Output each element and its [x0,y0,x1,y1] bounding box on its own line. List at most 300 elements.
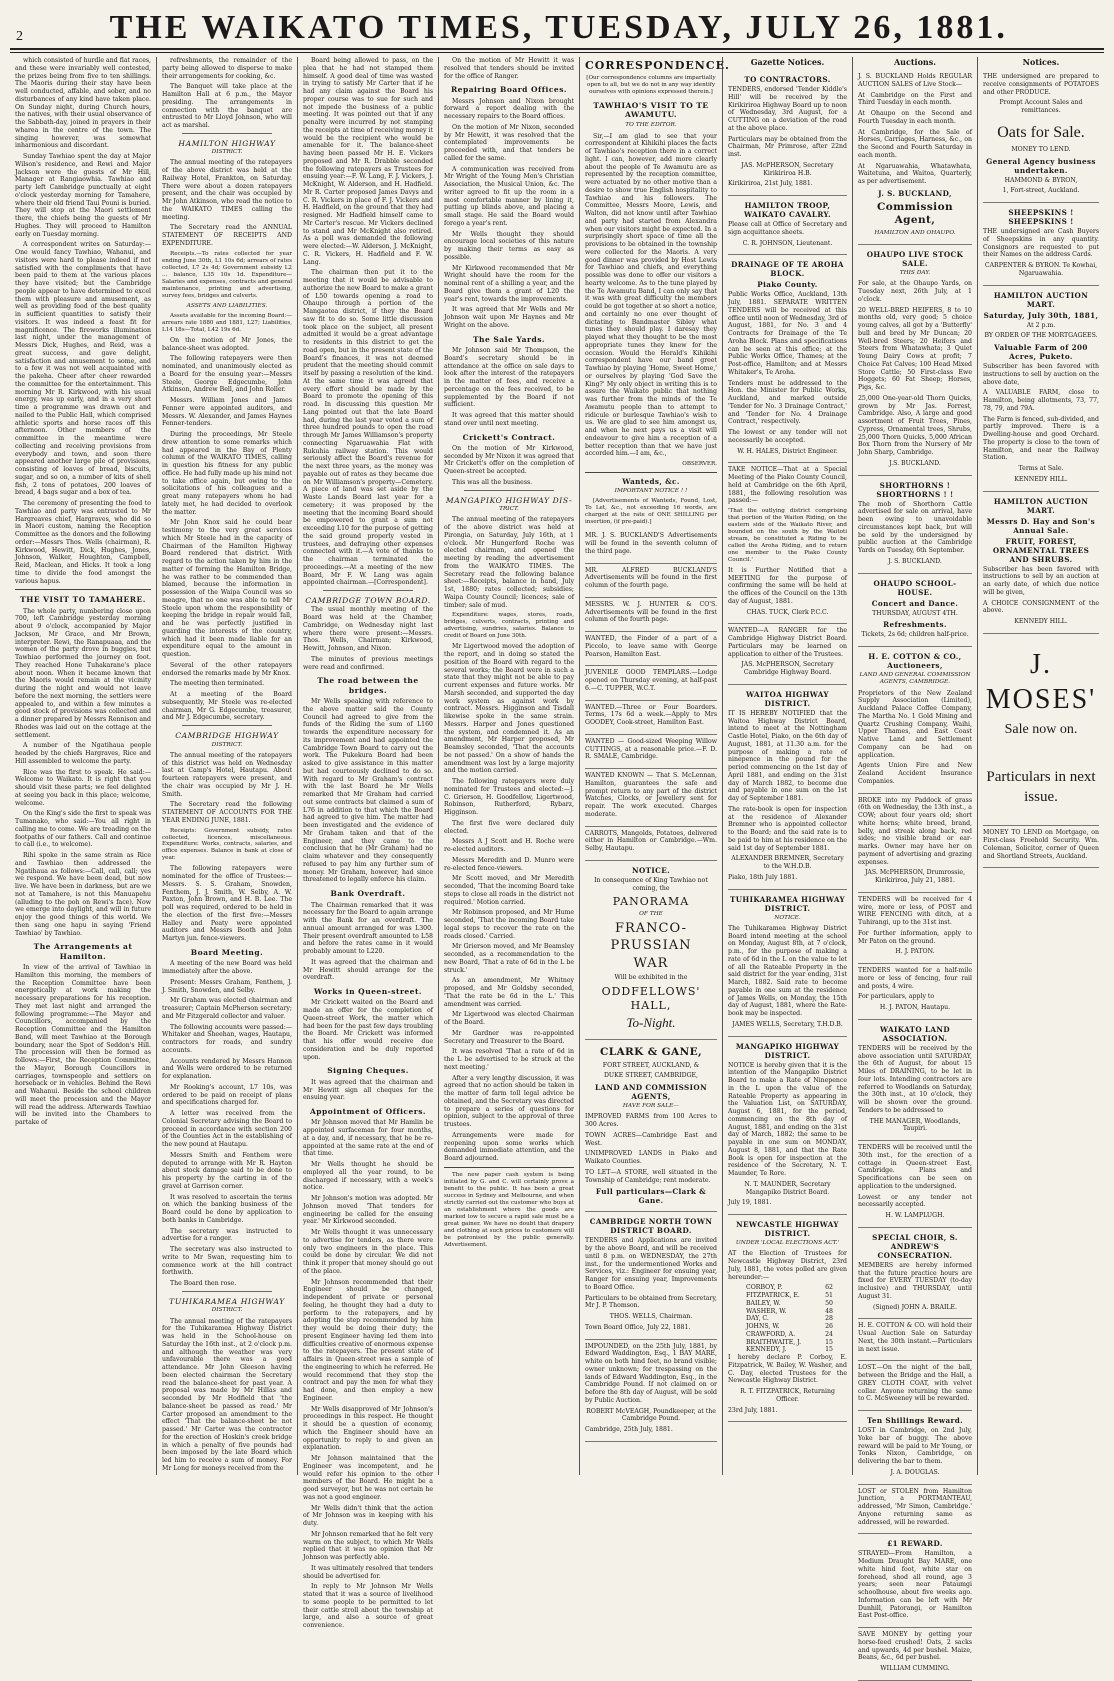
article-paragraph: On the motion of Mr Hewitt it was resolved that tenders should be invited for the office of Ranger. [444,57,574,80]
masthead-spacer [1094,29,1098,45]
divider [323,590,413,591]
article-paragraph: Messrs. William Jones and James Fenner were appointed auditors, and Messrs. W. Alexander, and James Haynes Fenner-tenders. [162,397,292,428]
article-paragraph: The following ratepayers were nominated for the office of Trustees:—Messrs. S. S. Graham, Snowden, Fenthem, J. J. Smith, W. Selby, A. W. Paxton, John Brown, and H. B. Lee. The poll was required, ordered to be held in the election of the first five:—Messrs Halley and Peaty were appointed auditors and Messrs Booth and John Martyn jun. fence-viewers. [162,865,292,943]
ad-signature: J. S. BUCKLAND. [888,557,942,565]
section-heading: The road between the bridges. [317,676,419,695]
gazette-notice [728,1215,847,1422]
ad-text: IT IS HEREBY NOTIFIED that the Waitoa Highway District Board, intend to meet at the Nottingham Castle Hotel, Piako, on the 6th day of August, 1881, at 11.30 a.m. for the purpose of making a rate of ninepence in the pound for the period commencing on the 1st day of April 1881, and ending on the 31st day of March 1882, to become due and payable in one sum on the 1st day of September 1881. [728,709,847,803]
article-paragraph: As an amendment, Mr Whitney proposed, and Mr Goldsby seconded, 'That the rate be 6d in the L.' This amendment was carried. [444,977,574,1008]
article-paragraph: The following ratepayers were then nominated, and unanimously elected as a Board for the ensuing year:—Messrs Steele, George Edgecumbe, John Atkinson, Andrew Bell, and John Roller. [162,355,292,394]
clark-gane-advertisement [585,1040,717,1213]
section-heading: Gazette Notices. [750,57,825,67]
article-paragraph: Mr Johnson said Mr Thompson, the Board's secretary should be in attendance at the office on sale days to look after the interest of the ratepayers in the matter of fees, and receive a percentage on the fees received, to be supplemented by the Board if not sufficient. [444,347,574,409]
ad-signature: J. A. DOUGLAS. [890,1468,940,1476]
article-paragraph: The Secretary read the ANNUAL STATEMENT OF RECEIPTS AND EXPENDITURE. [162,224,292,247]
ad-text: A VALUABLE FARM, close to Hamilton, being allotments, 73, 77, 78, 79, and 79A. [983,389,1099,412]
section-heading: Bank Overdraft. [330,889,406,899]
section-subheading: IMPORTANT NOTICE ! ! [614,488,688,495]
article-paragraph: The annual meeting of the ratepayers of this district was held on Wednesday last at Camp's Hotel, Hautapu. About fourteen ratepayers were present, and the chair was occupied by Mr J. H. Smith. [162,751,292,798]
advertisement [858,1485,972,1535]
ad-heading: CLARK & GANE, [599,1045,703,1058]
ad-heading: H. E. COTTON & CO., Auctioneers, [868,652,962,671]
ad-text: 'That the outlying district comprising that portion of the Waiton Riding, on the eastern side of the Waikato River, and bounded on the south by the Waitoti stream, be constituted a Riding to be called the Aroha Riding, and to return one member to the Piako County Council.' [728,508,847,563]
candidate-name: BAILEY, W. [746,1299,781,1307]
article-paragraph: In view of the arrival of Tawhiao in Hamilton this morning, the members of the Reception Committee have been energetically at work making the necessary preparations for his reception. They met last night and arranged the following programme:—The Mayor and Councillors, accompanied by the Reception Committee and the Hamilton Band, will meet Tawhiao at the Borough boundary, near the Spot of Seddon's Hill. The procession will then be formed as follows:—First, the Reception Committee, the Mayor, Borough Councillors in carriages, townspeople and settlers on horseback or in vehicles. Behind the Rewi and Wahanui. Beside the school children will meet the procession and the Mayor will read the address. Afterwards Tawhiao will be invited into the Chambers to partake of [15,964,151,1127]
section-heading: TUHIKARAMEA HIGHWAY [169,1296,285,1306]
ad-text: TO LET—A STORE, well situated in the Township of Cambridge; rent moderate. [585,1168,717,1184]
ad-text: Terms at Sale. [1018,465,1064,472]
article-paragraph: Mr Johnson remarked that he felt very warm on the subject, to which Mr Wells replied that it was no opinion that Mr Johnson was perfectly able. [303,1530,433,1562]
article-paragraph: Mr Wells thought he should be employed all the year round, to be discharged if necessary, with a week's notice. [303,1161,433,1192]
ad-heading: HAMILTON AUCTION MART. [993,496,1089,515]
ad-text: WANTED—A RANGER for the Cambridge Highway District Board. Particulars may be learned on application to either of the Trustees. [728,627,847,658]
ad-text: Tenders must be addressed to the Hon. the Minister for Public Works, Auckland, and marked outside 'Tender for No. 3 Drainage Contract,' and 'Tender for No. 4 Drainage Contract,' respectively. [728,379,847,426]
vote-count: 62 [825,1284,833,1292]
gazette-notice [728,463,847,624]
ad-text: 20 WELL-BRED HEIFERS, 8 to 10 months old, very good; 5 choice young calves, all got by a 'Butterfly' bull and bred by Mr Duncan; 20 Well-bred Steers; 20 Heifers and Steers from Whatawhata; 3 Quiet Young Dairy Cows at profit; 7 Choice Fat Calves; 100 Head Mixed Store Cattle; 50 First-class Ewe Hoggets; 60 Fat Sheep; Horses, Pigs, &c. [858,306,972,392]
advertisement [585,701,717,735]
ad-text: WANTED — Good-sized Weeping Willow CUTTINGS, at a reasonable price.—F. D. R. SMALE, Cambridge. [585,737,717,761]
ad-subheading: Messrs D. Hay and Son's Annual Sale. [986,516,1096,535]
page-number: 2 [16,29,23,44]
newspaper-title: THE WAIKATO TIMES, TUESDAY, JULY 26, 1881. [109,9,1008,46]
article-paragraph: In reply to Mr Johnson Mr Wells stated that it was a source of livelihood to some people to be permitted to let their cattle stroll about the township at large, and also a source of great convenience. [303,1583,433,1630]
advertisement [858,794,972,893]
ad-text: Cambridge, 25th July, 1881. [585,1426,673,1434]
election-result-row [728,1323,847,1331]
divider [464,490,554,491]
divider [444,1167,574,1168]
ad-signature: JAS. McPHERSON, Secretary Cambridge Highway Board. [741,661,834,677]
article-paragraph: Accounts rendered by Messrs Hannon and Wells were ordered to be returned for explanation. [162,1057,292,1081]
divider [585,472,717,473]
columns [10,57,1104,1673]
editorial-note: [Advertisements of Wanteds, Found, Lost, To Let, &c., not exceeding 16 words, are charged at the rate of ONE SHILLING per insertion, (if pre-paid).] [585,498,717,526]
column-5 [580,57,730,1475]
ad-text: Agents Union Fire and New Zealand Accident Insurance Companies. [858,762,972,785]
article-paragraph: which consisted of hurdle and flat races, and these were invariably well contested, the prizes being from five to ten shillings. The Maoris during their stay have been well conducted, affable, and sober, and no disturbances of any kind have taken place. On Sunday night, during Church hours, the natives, with their usual observance of the Sabbath-day, joined in prayers in their wharea in the centre of the town. The singing however, was somewhat inharmonious and discordant. [15,57,151,150]
article-paragraph: It was resolved to ascertain the terms on which the banking business of the Board could be done by application to both banks in Cambridge. [162,1193,292,1224]
ad-text: For further information, apply to Mr Paton on the ground. [858,929,972,945]
ad-text: MR. ALFRED BUCKLAND'S Advertisements will be found in the first column of the fourth page. [585,566,717,590]
ad-heading: CAMBRIDGE NORTH TOWN DISTRICT BOARD. [589,1217,713,1236]
ad-heading: TO CONTRACTORS. [744,75,831,84]
ad-text: At 2 p.m. [1026,321,1056,329]
gazette-notice [728,685,847,890]
column-7 [853,57,978,1673]
advertisement [858,893,972,964]
candidate-name: KENNEDY, J. [746,1346,787,1354]
article-paragraph: Assets available for the incoming Board:—arrears rate 1880 and 1881, L27; Liabilities, L14 18s—Total, L42 19s 6d. [162,312,292,333]
ad-footer: Full particulars—Clark & Gane. [595,1187,707,1206]
section-heading: The Sale Yards. [472,334,546,344]
vote-count: 24 [825,1330,833,1338]
ad-text: 23rd July, 1881. [728,1406,778,1414]
article-paragraph: Mr Wells didn't think that the action of Mr Johnson was in keeping with his duty. [303,1504,433,1528]
article-paragraph: The Board then rose. [170,1280,237,1288]
article-paragraph: It was agreed that this matter should stand over until next meeting. [444,412,574,427]
section-heading: MANGAPIKO HIGHWAY DIS- [445,495,573,505]
ad-text: At Ohaupo on the Second and Fourth Tuesday in each month. [858,110,972,125]
section-heading: CAMBRIDGE HIGHWAY [175,731,279,741]
ad-text: Public Works Office, Auckland, 13th July, 1881. SEPARATE WRITTEN TENDERS will be received at this office until noon of Wednesday, 3rd of August, 1881, for No. 3 and 4 Contracts for Drainage of the Te Aroha Block. Plans and specifications can be seen at this office; at the Public Works Office, Thames; at the Post-office, Hamilton; and at Messrs Whitaker's, Te Aroha. [728,291,847,376]
ad-text: WANTED KNOWN — That S. McLennan, Hamilton, guarantees the safe and prompt return to any part of the district Watches, Clocks, or Jewellery sent for repair. The work executed. Charges moderate. [585,772,717,818]
ad-text: TENDERS will be received by the above association until SATURDAY, the 6th of August, for about 15 Miles of DRAINING, to be let in four lots. Intending contractors are referred to Woodlands on Saturday, the 30th inst., at 10 o'clock, they will be shown over the ground. Tenders to be addressed to [858,1044,972,1114]
election-result-row [728,1284,847,1292]
ad-heading: Ten Shillings Reward. [866,1416,964,1426]
ad-text: A CHOICE CONSIGNMENT of the above. [983,599,1099,615]
article-paragraph: A correspondent writes on Saturday:—One would fancy Tawhiao, Wahanui, and visitors were hard to please indeed if not satisfied with the compliments that have been paid to them at the various places they have visited; but the Cambridge people appear to have determined to excel them with pleasure and amusement, as well as providing food of the best quality in sufficient quantities to satisfy their visitors. It was indeed a feast fit for magnificence. The fireworks illumination last night, under the management of Messrs Dick, Hughes, and Reid, was a great success, and gave delight, satisfaction and amusement to some, and to a few it was not well acquainted with the pakeha. Cheer after cheer rewarded the committee for the entertainment. This morning Mr R. Kirkwood, with his usual energy, was up early, and in a very short time a programme was drawn out and nailed to the Public Hall, which comprised athletic sports and horse races off this afternoon. Other members of the committee in the meantime were collecting and receiving provisions from everybody and town, and soon there appeared another large pile of provisions, consisting of loaves of bread, biscuits, sugar, and so on, a number of kits of shell fish, 2 tons of potatoes, 200 loaves of bread, 4 bags sugar and a box of tea. [15,241,151,497]
ad-subheading: Piako County. [757,280,818,290]
article-paragraph: The first five were declared duly elected. [444,819,574,835]
ad-text: BROKE into my Paddock of grass (6th on Wednesday, the 13th inst., a COW; about four years old; short white horns; white breed, brand, belly, and streak along back, red sides; no visible brand or ear-marks. Owner may have her on payment of advertising and grazing expenses. [858,796,972,866]
ad-subheading: THIS DAY. [899,270,931,277]
candidate-name: WASHER, W. [746,1307,787,1315]
election-result-row [728,1346,847,1354]
ad-signature: KENNEDY HILL. [1014,618,1068,625]
article-paragraph: A number of the Ngatihaua people headed by the chiefs Hargraves, Rice and Hill assembled to welcome the party. [15,742,151,765]
vote-count: 50 [825,1299,833,1307]
ad-signature: CARPENTER & BYRON. Te Kowhai, Ngaruawahia. [984,262,1098,277]
ad-text: MONEY TO LEND. [1011,145,1071,153]
ad-signature: ALEXANDER BREMNER, Secretary to the W.H.D.B. [731,855,844,871]
ad-heading: SHORTHORNS ! SHORTHORNS ! ! [876,480,954,499]
gazette-notice [728,624,847,685]
ad-signature: THE MANAGER, Woodlands, Taupiri. [869,1117,961,1133]
ad-signature: (Signed) JOHN A. BRAILE. [872,1303,958,1311]
ad-display-line: To-Night. [626,1015,676,1031]
ad-heading: WAIKATO LAND ASSOCIATION. [879,1024,951,1043]
vote-count: 28 [825,1315,833,1323]
article-paragraph: The chairman then put it to the meeting that it would be advisable to authorize the new Board to make a grant of L50 towards opening a road to Ohaupo through a portion of the Mangaotea district, if they the Board saw fit to do so. Some little discussion took place on the subject, all present admitted it would be a great advantage to residents in this district to get the road open, but in the present state of the Board's finances, it was not deemed prudent that the meeting should commit itself by passing a resolution of the kind. At the same time it was agreed that every effort should be made by the Board to promote the opening of this road. In discussing this question Mr Lang pointed out that the late Board had, during the last year voted a sum of three hundred pounds to open the road through Mr James Williamson's property connecting Ngaruawahia Flat with Rukuhia railway station. This would seriously affect the Board's revenue for the next three years, as the money was payable out of rates as they became due on Mr Williamson's property—Cemetery. A piece of land was set aside by the Waste Lands Board last year for a cemetery; it was proposed by the meeting that the incoming Board should be empowered to grant a sum not exceeding L10 for the purpose of getting the said ground properly vested in trustees, and defraying other expenses connected with it.—A vote of thanks to the chairman terminated the proceedings.—At a meeting of the new Board, Mr F. W. Lang was again appointed chairman.—[Correspondent]. [303,269,433,587]
advertisement [983,286,1099,492]
ad-display-line: Sale now on. [1004,721,1078,737]
article-paragraph: It was resolved 'That a rate of 6d in the L be advertised to be struck at the next meeting.' [444,1048,574,1071]
ad-display-line: WAR [633,955,669,971]
ad-subheading: Refreshments. [883,620,947,630]
editorial-note: [Our correspondence columns are impartially open to all, but we do not in any way identify ourselves with opinions expressed therein.] [586,74,716,95]
ad-subheading: Saturday, July 30th, 1881, [983,310,1099,320]
ad-signature: JAS. McPHERSON, Secretary Kirikiriroa H.B. [741,161,834,177]
ad-text: TENDERS will be received for 4 wire, more or less, of POST and WIRE FENCING with ditch, at a Tuhirangi, up to the 31st inst. [858,895,972,927]
ad-text: Subscriber has been favored with instructions to sell by an auction at an early date, of which due notice will be given, [983,565,1099,596]
article-paragraph: refreshments, the remainder of the party being allowed to disperse to make their arrangements for cooking, &c. [162,57,292,80]
ad-heading: SHEEPSKINS ! SHEEPSKINS ! [1008,208,1074,226]
ad-text: WANTED, the Finder of a part of a Piccolo, to leave same with George Pearson, Hamilton East. [585,635,717,658]
ad-signature: JAMES WELLS, Secretary, T.H.D.B. [732,1020,843,1028]
advertisement [858,1534,972,1628]
article-paragraph: Mr Grierson moved, and Mr Beamsley seconded, as a recommendation to the new Board, 'That a rate of 6d in the L be struck.' [444,943,574,974]
ad-text: The Tuhikaramea Highway District Board intend meeting at the school on Monday, August 8th, at 7 o'clock, p.m., for the purpose of making a rate of 6d in the L on the value to let of all the Rateable Property in the said district for the year ending, 31st March, 1882. Said rate to become payable in one sum at the residence of James Wells, on Monday, the 15th day of August, 1881, where the Rate-book may be inspected. [728,924,847,1018]
ad-signature: JAS. McPHERSON, Drumrossie, Kirikiriroa, July 21, 1881. [864,869,966,885]
article-paragraph: Arrangements were made for reopening upon some works which demanded immediate attention, and the Board adjourned. [444,1131,574,1163]
article-paragraph: The minutes of previous meetings were read and confirmed. [303,655,433,671]
ad-text: Kirikiriroa, 21st July, 1881. [728,180,813,188]
article-paragraph: Mr Johnson's motion was adopted. Mr Johnson moved 'That tenders for engineering be called for the ensuing year.' Mr Kirkwood seconded. [303,1195,433,1226]
ad-text: At Ngaruawahia, Whatawhata, Waitetuna, and Waitoa, Quarterly, as per advertisement. [858,162,972,185]
advertisement [858,1319,972,1361]
advertisement [858,70,972,245]
election-result-row [728,1315,847,1323]
ad-heading: TUHIKARAMEA HIGHWAY DISTRICT. [729,894,845,913]
article-paragraph: On the motion of Mr Nixon, seconded by Mr Hewitt, it was resolved that the contemplated improvements be proceeded with, and that tenders be called for the same. [444,123,574,162]
ad-text: TENDERS wanted for a half-mile more or less of fencing, four rail and posts, 4 wire. [858,967,972,990]
ad-heading: SPECIAL CHOIR, S. ANDREW'S CONSECRATION. [872,1232,958,1260]
article-paragraph: Several of the other ratepayers endorsed the remarks made by Mr Knox. [162,661,292,677]
ad-text: Will be exhibited in the [614,974,688,982]
column-4 [439,57,580,1475]
article-paragraph: Messrs A J Scott and H. Roche were re-elected auditors. [444,838,574,854]
advertisement [983,203,1099,286]
article-paragraph: Mr Johnson moved that Mr Hamlin be appointed surfaceman for four months, at a day, and, if necessary, that he be re-appointed at the same rate at the end of that time. [303,1119,433,1158]
article-paragraph: A meeting of the new Board was held immediately after the above. [162,960,292,976]
advertisement [858,1141,972,1228]
article-paragraph: Mr Kirkwood recommended that Mr Wright should have the room for the nominal rent of a shilling a year, and the Board give them a grant of L20 the year's rent, towards the improvements. [444,264,574,303]
article-paragraph: Board being allowed to pass, on the plea that he had not stamped them himself. A good deal of time was wasted in trying to satisfy Mr Carter that if he had any claim against the Board his proper course was to sue for such and not impede the business of a public meeting. It was pointed out that if any penalty were incurred by not stamping the receipts at time of receiving money it would be the recipient who would be amenable for it. The balance-sheet having been passed Mr H. E. Vickers proposed and Mr R. Drabble seconded the following ratepayers as Trustees for ensuing year:—F. W. Lang, F. J. Vickers, J. McKnight, W. Alderson, and H. Hadfield. Mr R. Carter proposed James Davys and C. R. Vickers in place of F. J. Vickers and H. Hadfield, on the ground that they had resigned. Mr Hadfield himself came to Mr Carter's rescue. Mr Vickers declined to stand and Mr McKnight also retired. As a poll was demanded the following were elected:—W. Alderson, J. McKnight, C. R. Vickers, H. Hadfield and F. W. Lang. [303,57,433,266]
election-result-row [728,1308,847,1316]
ad-text: For particulars, apply to [858,993,935,1001]
article-paragraph: Mr Robinson proposed, and Mr Hume seconded, 'That the incoming Board take legal steps to recover the rate on the roads closed.' Carried. [444,909,574,940]
ad-text: 25,000 One-year-old Thorn Quicks, grown by Mr Jas. Forrest, Cambridge. Also, A large and good assortment of Fruit Trees, Pines, Cypress, Ornamental trees, Shrubs, 25,000 Thorn Quicks, 5,000 African Box Thorn from the Nursery of Mr John Sharp, Cambridge. [858,394,972,457]
ad-text: Proprietors of the New Zealand Supply Association (Limited), Auckland Palace Coffee Company, The Martha No. 1 Gold Mining and Quartz Crushing Company, Waihi, Upper Thames, and East Coast Native Land and Settlement Company can be had on application. [858,689,972,759]
advertisement [858,1020,972,1141]
article-paragraph: This was all the business. [452,478,533,486]
article-paragraph: Mr Johnson maintained that the Engineer was incompetent, and he would refer his opinion to the other members of the Board. He might be a good surveyor, but he was not certain he was not a good engineer. [303,1455,433,1501]
ad-text: MONEY TO LEND on Mortgage, on First-class Freehold Security. Wm. Coleman, Solicitor, corner of Queen and Shortland Streets, Auckland. [983,829,1099,860]
ad-text: AT the Election of Trustees for Newcastle Highway District, 23rd July, 1881, the votes polled are given hereunder:— [728,1250,847,1281]
article-paragraph: Mr John Knox said he could bear testimony to the very great services which Mr Steele had in the capacity of Chairman of the Hamilton Highway Board rendered that district. With regard to the action taken by him in the matter of forming the Hamilton Bridge, he was rather to be commended than blamed, because the information in possession of the Waipa Council was so meagre, that no one was able to tell Mr Steele upon whom the responsibility of keeping the bridge in repair would fall, and he was perfectly justified in guarding the interests of the country, which had it been made liable for an expenditure equal to the amount in question. [162,519,292,659]
ad-signature: W. H. HALES, District Engineer. [737,447,838,455]
article-paragraph: The new paper cash system is being initiated by G. and C. will certainly prove a benefit to the public. It has been a great success in Sydney and Melbourne, and when strictly carried out the customer who buys at an establishment where the goods are marked low to secure a rapid sale must be a great gainer. We have no doubt that drapery and clothing at such prices to customers will be patronised by the public generally. Advertisement. [444,1171,574,1248]
ad-heading: HAMILTON AUCTION MART. [993,290,1089,309]
ad-text: THE undersigned are prepared to receive consignments of POTATOES and other PRODUCE. [983,73,1099,96]
ad-text: LOST in Cambridge, on 2nd July, Yoke bar of buggy. The above reward will be paid to Mr Young, or Tonks Nixon, Cambridge, on delivering the bar to them. [858,1427,972,1466]
ad-text: TOWN ACRES—Cambridge East and West. [585,1131,717,1147]
article-paragraph: The annual meeting of the ratepayers for the Tuhikaramea Highway District was held in the School-house on Saturday the 16th inst., at 2 o'clock p.m. and although the weather was very unfavourable there was a good attendance. Mr John Gleeson having been elected chairman the Secretary read the balance-sheet for past year. A proposal was made by Mr Hillas and seconded by Mr Hodfield that 'the balance-sheet be passed as read.' Mr Carter proposed an amendment to the effect 'That the balance-sheet be not passed.' Mr Carter was the contractor for the erection of Hoskin's creek bridge in which a penalty of five pounds had been imposed by the late Board which led him to receive a sum of money. For Mr Long for moneys received from the [162,1317,292,1472]
column-3 [298,57,439,1630]
ad-text: JUVENILE GOOD TEMPLARS.—Lodge opened on Thursday evening, at half-past 6.—C. TUPPER, W.C.T. [585,669,717,692]
article-paragraph: The ceremony of presenting the food to Tawhiao and party was entrusted to Mr Hargreaves chief, Hargraves, who did so in Maori custom, naming the Reception Committee as the donors and the following order:—Messrs Thos. Wells (chairman), R. Kirkwood, Hewitt, Dick, Hughes, Jones, Johnson, Walker, Houghton, Campbell, Reid, Maclean, and Hicks. It took a long time to divide the food amongst the various hapus. [15,500,151,585]
advertisement [858,964,972,1020]
article-paragraph: Mr Wells disapproved of Mr Johnson's proceedings in this respect. He thought it should be a question of economy, which the Engineer should have an opportunity to reply to and given an explanation. [303,1405,433,1452]
vote-count: 48 [825,1307,833,1315]
ad-subheading: Valuable Farm of 200 Acres, Puketo. [994,343,1088,361]
section-subheading: ASSETS AND LIABILITIES. [186,302,268,309]
ad-text: TENDERS and Applications are invited by the above Board, and will be received until 8 p.m. on WEDNESDAY, the 27th inst., for the undermentioned Works and Services, viz.: Engineer for ensuing year, Ranger for ensuing year, Improvements to Board Office. [585,1237,717,1291]
masthead [10,6,1104,50]
section-heading: Auctions. [893,57,937,67]
ad-text: Tickets, 2s 6d; children half-price. [861,631,969,639]
ad-text: LOST.—On the night of the ball, between the Bridge and the Hall, a GREY CLOTH COAT, with velvet collar. Anyone returning the same to C. McSweeney will be rewarded. [858,1364,972,1403]
election-result-row [728,1300,847,1308]
article-paragraph: Rihi spoke in the same strain as Rice and Tawhiao then addressed the Ngatihaua as follows:—Call, call, call; yes we respond. We have been dead, but now live. We have been in darkness, but are we not at Tamahere, is not this Manuapehu (alluding to the poh on Rewi's face). Now we emerge into daylight, and will in future enjoy the good things of this world. We then sang one hapu in saying 'Friend Tawhiao' by Tawhiao. [15,852,151,937]
ad-text: Town Board Office, July 22, 1881. [585,1323,691,1331]
ad-signature: J.S. BUCKLAND. [889,459,941,467]
candidate-name: BRAITHWAITE, J. [746,1338,802,1346]
ad-text: Lowest or any tender not necessarily accepted. [858,1193,972,1209]
article-paragraph: The following ratepayers were duly nominated for Trustees and elected:—J. C. Grierson, H. Goodfellow, Ligertwood, Robinson, Rutherford, Rybarz, Higginson. [444,778,574,817]
article-paragraph: Rice was the first to speak. He said:— Welcome to Waikato. It is right that you should visit these parts; we feel delighted at seeing you back in this place; welcome, welcome. [15,768,151,807]
section-heading: Works in Queen-street. [313,987,423,997]
gazette-notice [728,890,847,1037]
candidate-name: JOHNS, W. [746,1323,780,1331]
panorama-advertisement [585,861,717,1040]
ad-signature: ROBERT McVEAGH, Poundkeeper, at the Cambridge Pound. [586,1407,716,1423]
ad-text: H. E. COTTON & CO. will hold their Usual Auction Sale on Saturday Next, the 30th instant.—Particulars in next issue. [858,1322,972,1353]
article-paragraph: After a very lengthy discussion, it was agreed that no action should be taken in the matter of farm toll legal advice be obtained, and the Secretary was directed to prepare a series of questions for opinion, subject to the approval of three trustees. [444,1074,574,1129]
section-heading: CAMBRIDGE TOWN BOARD. [305,596,431,605]
gazette-notice [728,255,847,463]
ad-signature: H. W. LAMPLUGH. [885,1212,945,1220]
ad-heading: WAITOA HIGHWAY DISTRICT. [746,689,829,708]
section-heading: The Arrangements at Hamilton. [33,942,133,961]
article-paragraph: Receipts: Government subsidy, rates collected, licences, miscellaneous. Expenditure: Works, contracts, salaries, and office expenses. Balance in bank at close of year. [162,827,292,862]
article-paragraph: A letter was received from the Colonial Secretary advising the Board to proceed in accordance with section 200 of the Counties Act in the establishing of the new pound at Hautapu. [162,1110,292,1149]
section-subheading: TO THE EDITOR. [625,122,677,129]
advertisement [585,1340,717,1442]
advertisement [585,735,717,769]
advertisement [858,1361,972,1411]
section-heading: Appointment of Officers. [309,1107,427,1117]
ad-display-line: Particulars in next issue. [986,769,1096,805]
ad-display-line: OF THE [639,911,663,918]
ad-text: MESSRS. W. J. HUNTER & CO'S. Advertisements will be found in the first column of the fourth page. [585,600,717,624]
ad-subheading: HAVE FOR SALE— [622,1103,680,1110]
ad-text: DUKE STREET, CAMBRIDGE, [603,1072,699,1080]
section-heading: Notices. [1022,57,1060,67]
ad-text: Subscriber has been favored with instructions to sell by auction on the above date, [983,363,1099,386]
article-paragraph: The Secretary read the following STATEMENT OF ACCOUNTS FOR THE YEAR ENDING JUNE, 1881. [162,801,292,824]
advertisement [585,666,717,700]
article-paragraph: Mr Ligertwood moved the adoption of the report, and in doing so stated the position of the Board with regard to the several works; the Board were in such a state that they might not be able to pay current expenses and future works. Mr Marsh seconded, and supported the day work system as against work by contract. Messrs. Higginson and Tisdall likewise spoke in the same strain. Messrs. Harper and Jones questioned the system, and condemned it. As an amendment, Mr Harper proposed, Mr Beamsley seconded, 'That the accounts be not passed.' On a show of hands the amendment was lost by a large majority and the motion carried. [444,643,574,775]
ad-text: In consequence of King Tawhiao not coming, the [594,876,708,892]
section-heading: Crickett's Contract. [462,432,556,442]
ad-text: SAVE MONEY by getting your horse-feed crushed! Oats, 2 sacks and upwards, 4d per bushel. Maize, Beans, &c., 6d per bushel. [858,1631,972,1662]
column-2 [157,57,298,1475]
article-paragraph: At a meeting of the Board subsequently, Mr Steele was re-elected chairman, Mr G. Edgecumbe, treasurer, and Mr J. Edgecumbe, secretary. [162,691,292,722]
election-result-row [728,1339,847,1347]
ad-heading: NOTICE. [631,865,671,875]
candidate-name: CORBOY, P. [746,1284,783,1292]
ad-text: The rate-book is open for inspection at the residence of Alexander Bremner who is appointed collector to the Board; and the said rate is to be paid to him at his residence on the said 1st day of September 1881. [728,805,847,852]
ad-heading: Commission Agent, [876,200,954,226]
advertisement [585,529,717,563]
ad-signature: KENNEDY HILL. [1014,475,1068,483]
vote-count: 15 [825,1346,833,1354]
article-paragraph: On the motion of Mr Kirkwood, seconded by Mr Nixon it was agreed that Mr Crickett's offer on the completion of Queen-street be accepted. [444,444,574,476]
article-paragraph: The Chairman remarked that it was necessary for the Board to again arrange with the Bank for an overdraft. The annual amount arranged for was L300. Their present overdraft amounted to L58 and before the rates came in it would probably amount to L220. [303,901,433,956]
candidate-name: DAY, C. [746,1315,769,1323]
article-paragraph: It was agreed that Mr Wells and Mr Johnson wait upon Mr Haynes and Mr Wright on the above. [444,306,574,329]
column-8 [978,57,1104,1475]
ad-display-line: Oats for Sale. [997,123,1085,141]
ad-signature: H. J. PATON, Hautapu. [879,1004,951,1012]
ad-text: It is Further Notified that a MEETING for the purpose of confirming the same will be held at the offices of the Council on the 13th day of August, 1881. [728,566,847,605]
ad-signature: J. S. BUCKLAND, [878,188,952,198]
ad-text: The Farm is fenced, sub-divided, and partly improved. There is a Dwelling-house and good Orchard. The property is close to the town of Hamilton, and near the Railway Station. [983,415,1099,462]
section-heading: Repairing Board Offices. [450,85,568,95]
ad-text: IMPOUNDED, on the 25th July, 1881, by Edward Waddington, Esq., 1 BAY MARE, white on both hind feet, no brand visible; owner unknown; for trespassing on the lands of Edward Waddington, Esq., in the Cambridge Pound. If not claimed on or before the 8th day of August, will be sold by Public Auction. [585,1342,717,1404]
article-paragraph: The meeting then terminated. [170,680,265,688]
divider [182,133,272,134]
ad-text: Piako, 18th July 1881. [728,873,798,881]
gazette-notice [728,196,847,255]
section-subheading: DISTRICT. [211,1307,243,1314]
article-paragraph: It was agreed that the chairman and Mr Hewitt should arrange for the overdraft. [303,958,433,982]
ad-signature: CHAS. TUCK, Clerk P.C.C. [746,608,829,616]
ad-text: CARROTS, Mangolds, Potatoes, delivered either in Hamilton or Cambridge.—Wm. Selby, Hautapu. [585,829,717,853]
gazette-notice [728,1037,847,1216]
article-paragraph: It was ultimately resolved that tenders should be advertised for. [303,1564,433,1580]
article-paragraph: The annual meeting of the ratepayers of the above district was held at Pirongia, on Saturday, July 16th, at 1 o'clock. Mr Hungerford Roche was elected chairman, and opened the meeting by reading the advertisement from the WAIKATO TIMES. The Secretary read the following balance sheet:—Receipts, balance in hand, July 1st, 1880; rates collected; subsidies; Waipa County Council; licences; sale of timber; sale of mud. [444,516,574,609]
divider [182,1291,272,1292]
divider [182,725,272,726]
ad-text: THE undersigned are Cash Buyers of Sheepskins in any quantity. Consignors are requested to put their Names on the address Cards. [983,228,1099,259]
advertisement [983,492,1099,634]
column-1 [10,57,157,1475]
vote-count: 15 [825,1338,833,1346]
ad-heading: MANGAPIKO HIGHWAY DISTRICT. [735,1041,840,1060]
ad-subheading: NOTICE. [774,914,801,921]
election-result-row [728,1331,847,1339]
advertisement [585,827,717,861]
ad-text: At Cambridge, for the Sale of Horses, Carriages, Harness, &c., on the Second and Fourth Saturday in each month. [858,128,972,159]
advertisement [585,564,717,598]
ad-text: 1, Fort-street, Auckland. [1002,187,1080,195]
article-paragraph: The usual monthly meeting of the Board was held at the Chamber, Cambridge, on Wednesday night last where there were present:—Messrs. Thos. Wells, Chairman; Kirkwood, Hewitt, Johnson, and Nixon. [303,606,433,653]
article-paragraph: On the King's side the first to speak was Tumanako, who said:—You all right in calling me to come. We are treading on the footpaths of our fathers. Call and continue to call (i.e., to welcome). [15,810,151,849]
ad-subheading: LAND AND GENERAL COMMISSION AGENTS, CAMBRIDGE. [859,672,971,686]
advertisement [585,1212,717,1339]
article-paragraph: Messrs Smith and Fenthem were deputed to arrange with Mr R. Hayton about stock damage said to be done to his property by the carting in of the gravel at Garrison corner. [162,1151,292,1190]
ad-text: TAKE NOTICE—That at a Special Meeting of the Piako County Council, held at Cambridge on the 6th April, 1881, the following resolution was passed:— [728,466,847,505]
ad-signature: H. J. PATON. [895,948,935,956]
ad-text: THURSDAY, AUGUST 4TH. [872,609,958,617]
ad-signature: WILLIAM CUMMING. [880,1665,950,1673]
ad-text: July 19, 1881. [728,1199,772,1207]
ad-subheading: LAND AND COMMISSION AGENTS, [594,1083,708,1102]
article-paragraph: Mr Graham was elected chairman and treasurer; Captain McPherson secretary; and Mr Fitzgerald collector and valuer. [162,997,292,1020]
article-paragraph: The whole party, numbering close upon 700, left Cambridge yesterday morning about 9 o'clock, accompanied by Major Jackson, Mr Grace, and Mr Brown, interpreter. Rewi, the Ranapuaaa, and the women of the party drove in buggies, but Tawhiao performed the journey on foot. They reached Hone Tuhakarane's place about noon. When it became known that the Maoris would remain at the vicinity during the night and would not leave before the next morning, the settlers were appealed to, and within a few minutes a good stock of provisions was collected and a dinner prepared by Messrs Rennison and Rhodes was laid out on the cottage at the settlement. [15,607,151,739]
article-paragraph: Mr Wells thought they should encourage local societies of this nature by making their terms as easy as possible. [444,230,574,261]
ad-heading: DRAINAGE OF TE AROHA BLOCK. [731,260,844,279]
ad-heading: HAMILTON TROOP, WAIKATO CAVALRY. [743,201,832,219]
ad-display-line: FRANCO-PRUSSIAN [610,921,692,953]
article-paragraph: Present: Messrs Graham, Fenthem, J. J. Smith, Snowden, and Selby. [162,978,292,994]
ad-text: At Cambridge on the First and Third Tuesday in each month. [858,91,972,107]
ad-text: Particulars to be obtained from Secretary, Mr J. P. Thomson. [585,1294,717,1310]
article-paragraph: The annual meeting of the ratepayers of the above district was held at the Railway Hotel, Frankton, on Saturday. There were about a dozen ratepayers present, and the chair was occupied by Mr John Atkinson, who read the notice to the WAIKATO TIMES calling the meeting. [162,159,292,221]
ad-text: TENDERS will be received until the 30th inst., for the erection of a cottage in Queen-street East, Cambridge. Plans and Specifications can be seen on application to the undersigned. [858,1144,972,1190]
section-heading: Signing Cheques. [327,1066,409,1076]
section-subheading: TRICT. [499,506,519,513]
article-paragraph: The secretary was also instructed to write to Mr Swan, requesting him to commence work at the hill contract forthwith. [162,1246,292,1277]
ad-text: MR. J. S. BUCKLAND'S Advertisements will be found in the seventh column of the third page. [585,532,717,555]
article-paragraph: The following accounts were passed:—Whitaker and Sheehan, wages, Hautapu, contractors for roads, and sundry accounts. [162,1023,293,1054]
election-result-row [728,1292,847,1300]
ad-subheading: HAMILTON AND OHAUPO. [874,230,956,236]
article-paragraph: Receipts.—To rates collected for year ending June 30th, L1 10s 6d; arrears of rates collected, L7 2s 4d; Government subsidy L2 ... balance, L35 10s 1d. Expenditure—Salaries and expenses, contracts and general maintenance, printing and advertising, survey fees, bridges and culverts. [162,250,292,299]
ad-signature: HAMMOND & BYRON, [1004,176,1078,184]
article-paragraph: Mr Rooking's account, L7 10s, was ordered to be paid on receipt of plans and specifications charged for. [162,1083,292,1107]
ad-text: LOST or STOLEN from Hamilton Junction, a PORTMANTEAU, addressed, 'Mr Simon, Cambridge.' Anyone returning same as addressed, will be rewarded. [858,1487,972,1526]
ad-display-line: PANORAMA [612,895,690,909]
advertisement [585,769,717,827]
ad-text: UNIMPROVED LANDS in Piako and Waikato Counties. [585,1150,717,1166]
ad-display-line: ODDFELLOWS' HALL, [601,984,701,1012]
ad-text: For sale, at the Ohaupo Yards, on Tuesday next, 26th July, at 1 o'clock. [858,280,972,303]
advertisement [858,245,972,475]
